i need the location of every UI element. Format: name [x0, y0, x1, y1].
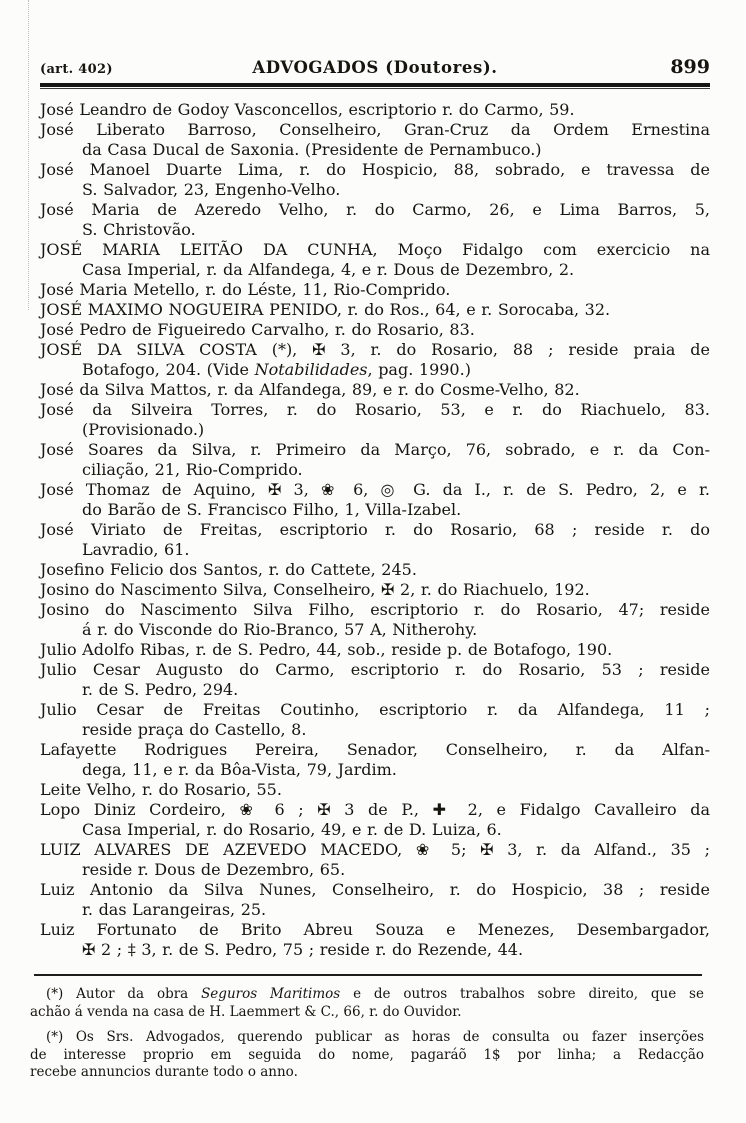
entry-text-segment: Josefino Felicio dos Santos, r. do Cattete, 245.: [40, 560, 417, 579]
entry-text-segment: de interesse proprio em seguida do nome, pagaráõ 1$ por linha; a Redacção: [30, 1046, 704, 1063]
entry-line: [40, 880, 710, 900]
entry-text-segment: da Casa Ducal de Saxonia. (Presidente de Pernambuco.): [82, 140, 542, 159]
entry-list: [40, 100, 710, 960]
entry-text-segment: José Maria Metello, r. do Léste, 11, Rio-Comprido.: [40, 280, 451, 299]
entry-line: [40, 920, 710, 940]
entry-text-segment: José Maria de Azeredo Velho, r. do Carmo, 26, e Lima Barros, 5,: [40, 200, 710, 219]
entry-text-segment: Luiz Fortunato de Brito Abreu Souza e Menezes, Desembargador,: [40, 920, 710, 939]
footnote-line: [30, 1029, 704, 1047]
directory-entry: [40, 400, 710, 440]
entry-line: [40, 660, 710, 680]
directory-entry: [40, 280, 710, 300]
entry-text-segment: á r. do Visconde do Rio-Branco, 57 A, Nitherohy.: [82, 620, 478, 639]
entry-line: [40, 300, 710, 320]
entry-line: [40, 720, 710, 740]
entry-text-segment: r. das Larangeiras, 25.: [82, 900, 267, 919]
entry-text-segment: Luiz Antonio da Silva Nunes, Conselheiro, r. do Hospicio, 38 ; reside: [40, 880, 710, 899]
entry-line: [40, 280, 710, 300]
entry-line: [40, 360, 710, 380]
header-rule: [40, 83, 710, 89]
entry-text-segment: recebe annuncios durante todo o anno.: [30, 1064, 298, 1080]
entry-line: [40, 560, 710, 580]
entry-line: [40, 100, 710, 120]
entry-line: [40, 600, 710, 620]
entry-text-segment: José Manoel Duarte Lima, r. do Hospicio, 88, sobrado, e travessa de: [40, 160, 710, 179]
footnote-line: [30, 1047, 704, 1065]
entry-line: [40, 200, 710, 220]
entry-text-segment: Casa Imperial, r. da Alfandega, 4, e r. Dous de Dezembro, 2.: [82, 260, 575, 279]
entry-text-segment: José da Silveira Torres, r. do Rosario, 53, e r. do Riachuelo, 83.: [40, 400, 710, 419]
entry-line: [40, 180, 710, 200]
entry-text-segment: José Leandro de Godoy Vasconcellos, escriptorio r. do Carmo, 59.: [40, 100, 575, 119]
footnote: [30, 986, 704, 1021]
entry-line: [40, 740, 710, 760]
entry-line: [40, 940, 710, 960]
entry-text-segment: Notabilidades: [254, 360, 368, 379]
entry-line: [40, 140, 710, 160]
entry-text-segment: Julio Cesar de Freitas Coutinho, escriptorio r. da Alfandega, 11 ;: [40, 700, 710, 719]
footnote-line: [30, 986, 704, 1004]
directory-entry: [40, 340, 710, 380]
entry-text-segment: S. Christovão.: [82, 220, 196, 239]
entry-line: [40, 440, 710, 460]
entry-text-segment: Josino do Nascimento Silva Filho, escriptorio r. do Rosario, 47; reside: [40, 600, 710, 619]
footnote-rule: [34, 974, 702, 976]
entry-text-segment: (*) Autor da obra: [46, 986, 202, 1002]
directory-entry: [40, 600, 710, 640]
entry-line: [40, 480, 710, 500]
directory-entry: [40, 100, 710, 120]
entry-text-segment: José Pedro de Figueiredo Carvalho, r. do Rosario, 83.: [40, 320, 475, 339]
footnote-line: [30, 1004, 704, 1022]
entry-text-segment: S. Salvador, 23, Engenho-Velho.: [82, 180, 341, 199]
entry-text-segment: Lavradio, 61.: [82, 540, 190, 559]
entry-text-segment: achão á venda na casa de H. Laemmert & C., 66, r. do Ouvidor.: [30, 1003, 462, 1020]
entry-text-segment: JOSÉ MARIA LEITÃO DA CUNHA, Moço Fidalgo com exercicio na: [40, 240, 710, 259]
entry-text-segment: Lafayette Rodrigues Pereira, Senador, Conselheiro, r. da Alfan-: [40, 740, 710, 759]
scan-edge-line: [28, 0, 29, 310]
entry-text-segment: (Provisionado.): [82, 420, 205, 439]
entry-text-segment: Seguros Maritimos: [201, 986, 341, 1002]
entry-text-segment: reside praça do Castello, 8.: [82, 720, 307, 739]
entry-line: [40, 640, 710, 660]
footnote: [30, 1029, 704, 1082]
entry-line: [40, 820, 710, 840]
entry-text-segment: Botafogo, 204. (Vide: [82, 360, 255, 379]
directory-entry: [40, 640, 710, 660]
entry-text-segment: dega, 11, e r. da Bôa-Vista, 79, Jardim.: [82, 760, 397, 779]
directory-entry: [40, 120, 710, 160]
entry-text-segment: , pag. 1990.): [367, 360, 471, 379]
entry-line: [40, 760, 710, 780]
entry-line: [40, 500, 710, 520]
entry-text-segment: Julio Adolfo Ribas, r. de S. Pedro, 44, sob., reside p. de Botafogo, 190.: [40, 640, 613, 659]
entry-text-segment: ciliação, 21, Rio-Comprido.: [82, 460, 303, 479]
entry-text-segment: Josino do Nascimento Silva, Conselheiro, ✠ 2, r. do Riachuelo, 192.: [40, 580, 590, 599]
entry-line: [40, 780, 710, 800]
entry-line: [40, 680, 710, 700]
directory-entry: [40, 780, 710, 800]
entry-text-segment: José Liberato Barroso, Conselheiro, Gran-Cruz da Ordem Ernestina: [40, 120, 710, 139]
entry-line: [40, 320, 710, 340]
directory-entry: [40, 380, 710, 400]
entry-line: [40, 700, 710, 720]
entry-line: [40, 160, 710, 180]
entry-line: [40, 220, 710, 240]
entry-line: [40, 260, 710, 280]
entry-text-segment: José da Silva Mattos, r. da Alfandega, 89, e r. do Cosme-Velho, 82.: [40, 380, 580, 399]
entry-line: [40, 420, 710, 440]
entry-line: [40, 540, 710, 560]
directory-entry: [40, 240, 710, 280]
directory-entry: [40, 480, 710, 520]
directory-entry: [40, 740, 710, 780]
entry-line: [40, 620, 710, 640]
directory-entry: [40, 840, 710, 880]
entry-text-segment: Casa Imperial, r. do Rosario, 49, e r. de D. Luiza, 6.: [82, 820, 502, 839]
directory-entry: [40, 800, 710, 840]
entry-text-segment: JOSÉ DA SILVA COSTA (*), ✠ 3, r. do Rosario, 88 ; reside praia de: [40, 340, 710, 359]
header-section-title: ADVOGADOS (Doutores).: [252, 58, 498, 77]
footnote-line: [30, 1064, 704, 1082]
directory-entry: [40, 660, 710, 700]
directory-entry: [40, 880, 710, 920]
entry-text-segment: LUIZ ALVARES DE AZEVEDO MACEDO, ❀ 5; ✠ 3, r. da Alfand., 35 ;: [40, 840, 710, 859]
directory-entry: [40, 580, 710, 600]
header-page-number: 899: [670, 56, 710, 78]
footnotes: [30, 986, 704, 1082]
directory-entry: [40, 440, 710, 480]
entry-text-segment: e de outros trabalhos sobre direito, que se: [340, 986, 704, 1002]
entry-text-segment: do Barão de S. Francisco Filho, 1, Villa-Izabel.: [82, 500, 462, 519]
entry-line: [40, 840, 710, 860]
entry-text-segment: Leite Velho, r. do Rosario, 55.: [40, 780, 282, 799]
entry-text-segment: reside r. Dous de Dezembro, 65.: [82, 860, 346, 879]
directory-entry: [40, 320, 710, 340]
directory-entry: [40, 700, 710, 740]
page-header: [0, 0, 746, 78]
entry-text-segment: r. de S. Pedro, 294.: [82, 680, 239, 699]
entry-line: [40, 580, 710, 600]
entry-text-segment: (*) Os Srs. Advogados, querendo publicar as horas de consulta ou fazer inserções: [46, 1029, 704, 1045]
header-article-number: (art. 402): [40, 62, 113, 77]
directory-entry: [40, 920, 710, 960]
entry-text-segment: ✠ 2 ; ‡ 3, r. de S. Pedro, 75 ; reside r. do Rezende, 44.: [82, 940, 524, 959]
entry-text-segment: Lopo Diniz Cordeiro, ❀ 6 ; ✠ 3 de P., ✚ 2, e Fidalgo Cavalleiro da: [40, 800, 710, 819]
entry-line: [40, 120, 710, 140]
directory-entry: [40, 160, 710, 200]
entry-line: [40, 240, 710, 260]
entry-line: [40, 860, 710, 880]
entry-line: [40, 900, 710, 920]
directory-entry: [40, 300, 710, 320]
entry-line: [40, 400, 710, 420]
entry-line: [40, 520, 710, 540]
directory-entry: [40, 520, 710, 560]
directory-entry: [40, 560, 710, 580]
entry-text-segment: José Viriato de Freitas, escriptorio r. do Rosario, 68 ; reside r. do: [40, 520, 710, 539]
entry-line: [40, 460, 710, 480]
entry-text-segment: José Soares da Silva, r. Primeiro da Março, 76, sobrado, e r. da Con-: [40, 440, 710, 459]
entry-line: [40, 340, 710, 360]
entry-text-segment: Julio Cesar Augusto do Carmo, escriptorio r. do Rosario, 53 ; reside: [40, 660, 710, 679]
entry-line: [40, 800, 710, 820]
entry-line: [40, 380, 710, 400]
entry-text-segment: JOSÉ MAXIMO NOGUEIRA PENIDO, r. do Ros., 64, e r. Sorocaba, 32.: [40, 300, 611, 319]
entry-text-segment: José Thomaz de Aquino, ✠ 3, ❀ 6, ◎ G. da I., r. de S. Pedro, 2, e r.: [40, 480, 710, 499]
directory-entry: [40, 200, 710, 240]
